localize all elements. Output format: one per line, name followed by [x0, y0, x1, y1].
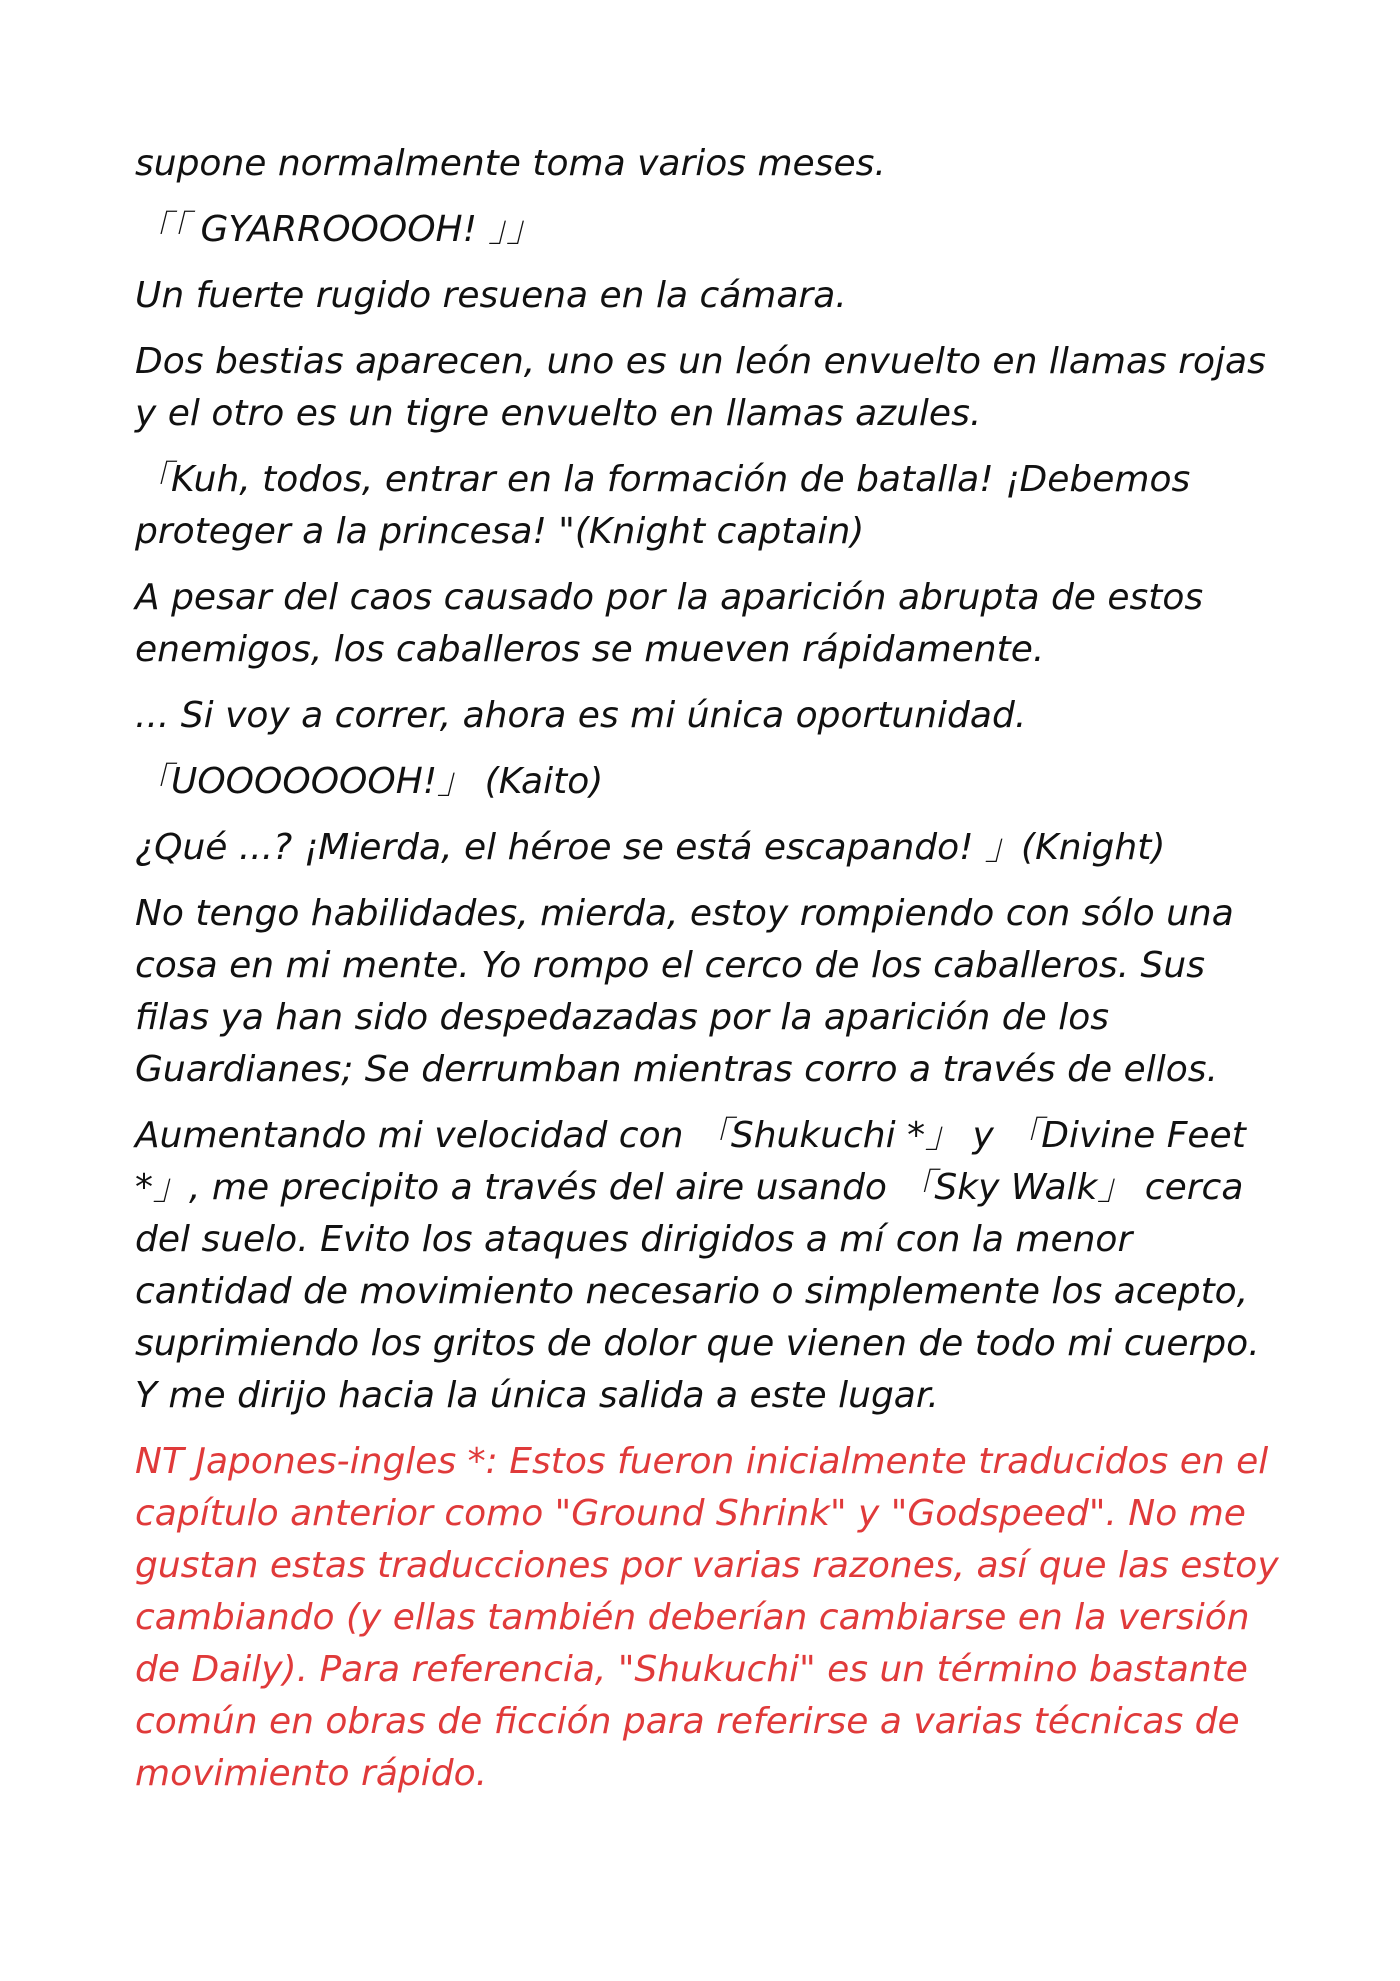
paragraph-5: 「Kuh, todos, entrar en la formación de batalla! ¡Debemos proteger a la princesa! "(Knight captain)	[135, 459, 1202, 552]
paragraph-9: ¿Qué ...? ¡Mierda, el héroe se está escapando! 」(Knight)	[135, 827, 1166, 868]
document-body	[135, 138, 1291, 1814]
paragraph-4: Dos bestias aparecen, uno es un león envuelto en llamas rojas y el otro es un tigre envuelto en llamas azules.	[135, 341, 1278, 434]
translator-note: NT Japones-ingles *: Estos fueron inicialmente traducidos en el capítulo anterior como "Ground Shrink" y "Godspeed". No me gustan estas traducciones por varias razones, así que las estoy cambiando (y ellas también deberían cambiarse en la versión de Daily). Para referencia, "Shukuchi" es un término bastante común en obras de ficción para referirse a varias técnicas de movimiento rápido.	[135, 1441, 1291, 1794]
paragraph-8: 「UOOOOOOOH!」 (Kaito)	[135, 761, 604, 802]
paragraph-6: A pesar del caos causado por la aparición abrupta de estos enemigos, los caballeros se mueven rápidamente.	[135, 577, 1215, 670]
paragraph-2: 「「 GYARROOOOH! 」」	[135, 209, 543, 250]
paragraph-11: Aumentando mi velocidad con 「Shukuchi *」 y 「Divine Feet *」, me precipito a través del aire usando 「Sky Walk」 cerca del suelo. Evito los ataques dirigidos a mí con la menor cantidad de movimiento necesario o simplemente los acepto, suprimiendo los gritos de dolor que vienen de todo mi cuerpo. Y me dirijo hacia la única salida a este lugar.	[135, 1115, 1272, 1416]
paragraph-10: No tengo habilidades, mierda, estoy rompiendo con sólo una cosa en mi mente. Yo rompo el cerco de los caballeros. Sus filas ya han sido despedazadas por la aparición de los Guardianes; Se derrumban mientras corro a través de ellos.	[135, 893, 1246, 1090]
paragraph-7: ... Si voy a correr, ahora es mi única oportunidad.	[135, 695, 1027, 736]
paragraph-1: supone normalmente toma varios meses.	[135, 143, 886, 184]
paragraph-3: Un fuerte rugido resuena en la cámara.	[135, 275, 847, 316]
